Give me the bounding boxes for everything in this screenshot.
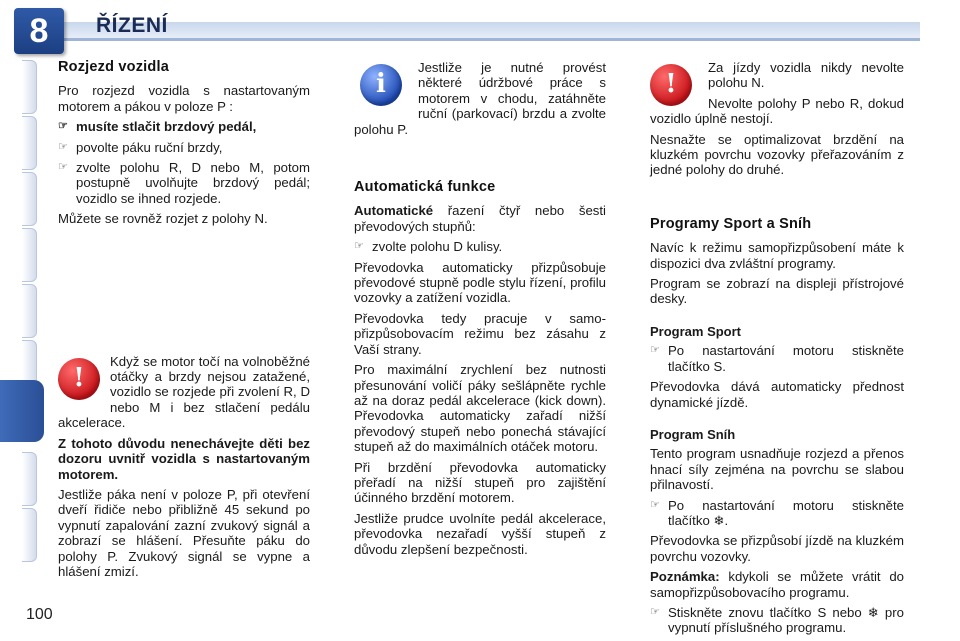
list-item: ☞ povolte páku ruční brzdy, <box>58 139 223 155</box>
pointing-hand-icon: ☞ <box>650 605 660 618</box>
section-title-programs: Programy Sport a Sníh <box>650 215 812 232</box>
warning-text: Z tohoto důvodu nenechávejte děti bez dozoru uvnitř vozidla s nastartovaným motorem. <box>58 435 310 482</box>
note: Poznámka: kdykoli se můžete vrátit do samopřizpůsobovacího programu. <box>650 569 904 600</box>
info-block <box>354 60 606 137</box>
pointing-hand-icon: ☞ <box>58 161 68 174</box>
pointing-hand-icon: ☞ <box>650 344 660 357</box>
paragraph: Navíc k režimu samopřizpůsobení máte k dispozici dva zvláštní programy. <box>650 240 904 271</box>
page-number: 100 <box>26 606 53 623</box>
list-item: ☞ zvolte polohu R, D nebo M, potom postupně uvolňujte brzdový pedál; vozidlo se ihned rozjede. <box>58 160 310 206</box>
warning-text: Nevolte polohy P nebo R, dokud vozidlo úplně nestojí. <box>650 95 904 127</box>
chapter-tab[interactable] <box>22 508 37 562</box>
section-title-start: Rozjezd vozidla <box>58 59 169 75</box>
paragraph: Můžete se rovněž rozjet z polohy N. <box>58 211 268 227</box>
warning-block <box>58 354 310 580</box>
info-icon: i <box>360 64 402 106</box>
chapter-tab[interactable] <box>22 452 37 506</box>
list-item: ☞ musíte stlačit brzdový pedál, <box>58 119 257 135</box>
list-item: ☞ Po nastartování motoru stiskněte tlačítko ❄. <box>650 497 904 528</box>
column-right <box>650 60 904 641</box>
paragraph: Převodovka tedy pracuje v samo-přizpůsobovacím režimu bez zásahu z Vaší strany. <box>354 310 606 357</box>
chapter-tab[interactable] <box>22 60 37 114</box>
warning-text: Když se motor točí na volnoběžné otáčky a brzdy nejsou zatažené, vozidlo se rozjede při zvolení R, D nebo M i bez stlačení pedálu akcelerace. <box>58 353 310 431</box>
paragraph: Program se zobrazí na displeji přístrojové desky. <box>650 276 904 307</box>
section-title-auto: Automatická funkce <box>354 179 496 196</box>
paragraph: Převodovka dává automaticky přednost dynamické jízdě. <box>650 379 904 410</box>
paragraph: Pro rozjezd vozidla s nastartovaným motorem a pákou v poloze P : <box>58 83 310 114</box>
subsection-title-snow: Program Sníh <box>650 426 736 442</box>
header-stripe <box>40 38 920 41</box>
chapter-title: ŘÍZENÍ <box>96 14 168 37</box>
info-text: Jestliže je nutné provést některé údržbové práce s motorem v chodu, zatáhněte ruční (parkovací) brzdu a zvolte polohu P. <box>354 60 606 137</box>
warning-icon: ! <box>650 64 692 106</box>
warning-text: Za jízdy vozidla nikdy nevolte polohu N. <box>708 60 904 91</box>
warning-text: Nesnažte se optimalizovat brzdění na kluzkém povrchu vozovky přeřazováním z jedné polohy do druhé. <box>650 131 904 178</box>
list-item: ☞ Po nastartování motoru stiskněte tlačítko S. <box>650 343 904 374</box>
column-left <box>58 60 310 584</box>
chapter-tab[interactable] <box>22 284 37 338</box>
column-middle <box>354 60 606 562</box>
paragraph: Tento program usnadňuje rozjezd a přenos hnací síly zejména na povrchu se slabou přilnavostí. <box>650 446 904 493</box>
chapter-number-badge: 8 <box>14 8 64 54</box>
chapter-tab[interactable] <box>22 172 37 226</box>
paragraph: Převodovka automaticky přizpůsobuje převodové stupně podle stylu řízení, profilu vozovky a zatížení vozidla. <box>354 259 606 306</box>
paragraph: Pro maximální zrychlení bez nutnosti přesunování voličí páky sešlápněte rychle až na doraz pedál akcelerace (kick down). Převodovka automaticky zařadí nižší převodový stupeň nebo ponechá stávající stupeň až do maximálních otáček motoru. <box>354 362 606 455</box>
paragraph: Automatické řazení čtyř nebo šesti převodových stupňů: <box>354 203 606 234</box>
list-item: ☞ Stiskněte znovu tlačítko S nebo ❄ pro vypnutí příslušného programu. <box>650 604 904 636</box>
chapter-tab-active[interactable] <box>0 380 44 442</box>
warning-block <box>650 60 904 178</box>
chapter-tab[interactable] <box>22 228 37 282</box>
warning-text: Jestliže páka není v poloze P, při otevření dveří řidiče nebo přibližně 45 sekund po vypnutí zapalování zazní zvukový signál a zobrazí se hlášení. Přesuňte páku do polohy P. Zvukový signál se vypne a hlášení zmizí. <box>58 486 310 579</box>
chapter-tab[interactable] <box>22 116 37 170</box>
header-band <box>40 22 920 38</box>
list-item: ☞ zvolte polohu D kulisy. <box>354 239 503 255</box>
paragraph: Jestliže prudce uvolníte pedál akcelerace, převodovka nezařadí vyšší stupeň z důvodu zlepšení bezpečnosti. <box>354 510 606 557</box>
pointing-hand-icon: ☞ <box>58 120 68 133</box>
subsection-title-sport: Program Sport <box>650 323 742 339</box>
warning-icon: ! <box>58 358 100 400</box>
chapter-tabs <box>0 60 40 580</box>
pointing-hand-icon: ☞ <box>650 498 660 511</box>
pointing-hand-icon: ☞ <box>58 140 68 153</box>
pointing-hand-icon: ☞ <box>354 240 364 253</box>
paragraph: Převodovka se přizpůsobí jízdě na kluzkém povrchu vozovky. <box>650 533 904 564</box>
paragraph: Při brzdění převodovka automaticky přeřadí na nižší stupeň pro zajištění účinného brzdění motorem. <box>354 459 606 506</box>
